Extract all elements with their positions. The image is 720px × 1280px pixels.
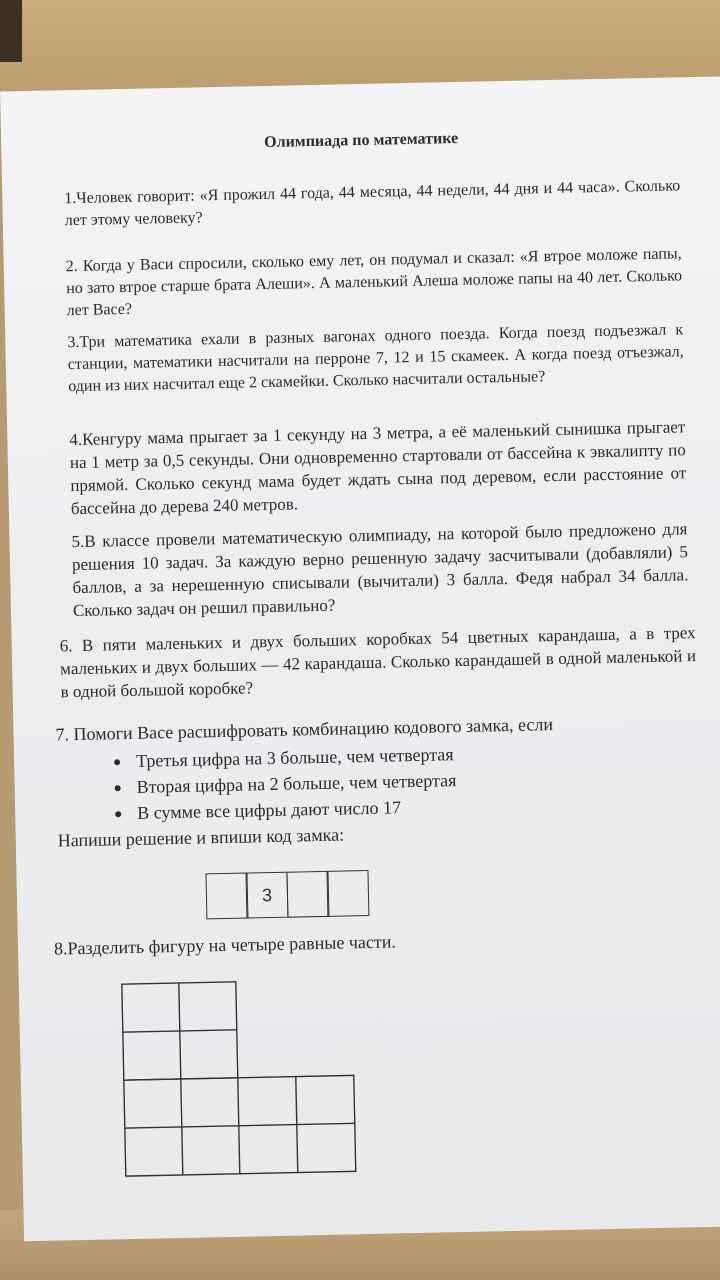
code-cell-4 <box>326 870 369 917</box>
l-shape-grid-figure <box>121 978 361 1179</box>
task-5: 5.В классе провели математическую олимпиаду, на которой было предложено для решения 10 задач. За каждую верно решенную задачу засчитывали (добавляли) 5 баллов, а за нерешенную списывали (вычитали) 3 балла. Федя набрал 34 балла. Сколько задач он решил правильно? <box>71 519 689 621</box>
binder-corner <box>0 0 22 62</box>
task-4: 4.Кенгуру мама прыгает за 1 секунду на 3 метра, а её маленький сынишка прыгает на 1 метр за 0,5 секунды. Они одновременно стартовали от бассейна к эвкалипту по прямой. Сколько секунд мама будет ждать сына под деревом, если расстояние от бассейна до дерева 240 метров. <box>69 417 687 519</box>
task-7-heading: 7. Помоги Васе расшифровать комбинацию кодового замка, если <box>55 714 554 745</box>
page-title: Олимпиада по математике <box>264 129 459 152</box>
condition-item: В сумме все цифры дают число 17 <box>115 789 697 825</box>
task-8-heading: 8.Разделить фигуру на четыре равные части. <box>53 931 397 959</box>
code-cell-2: 3 <box>245 872 288 919</box>
task-3: 3.Три математика ехали в разных вагонах одного поезда. Когда поезд подъезжал к станции, математики насчитали на перроне 7, 12 и 15 скамеек. А когда поезд отъезжал, один из них насчитал еще 2 скамейки. Сколько насчитали остальные? <box>67 321 684 396</box>
task-6: 6. В пяти маленьких и двух больших коробках 54 цветных карандаша, а в трех маленьких и двух больших — 42 карандаша. Сколько карандашей в одной маленькой и в одной большой коробке? <box>59 623 697 702</box>
task-2: 2. Когда у Васи спросили, сколько ему лет, он подумал и сказал: «Я втрое моложе папы, но зато втрое старше брата Алеши». А маленький Алеша моложе папы на 40 лет. Сколько лет Васе? <box>65 245 683 320</box>
code-cell-3 <box>286 871 329 918</box>
condition-item: Третья цифра на 3 больше, чем четвертая <box>114 737 696 773</box>
task-7 <box>55 709 698 852</box>
condition-item: Вторая цифра на 2 больше, чем четвертая <box>114 763 696 799</box>
task-7-conditions <box>56 737 697 826</box>
worksheet-page <box>0 76 720 1241</box>
code-lock-boxes <box>206 870 369 919</box>
code-cell-1 <box>205 873 248 920</box>
task-1: 1.Человек говорит: «Я прожил 44 года, 44 месяца, 44 недели, 44 дня и 44 часа». Сколько лет этому человеку? <box>64 177 681 230</box>
task-7-instruction: Напиши решение и впиши код замка: <box>57 824 345 851</box>
